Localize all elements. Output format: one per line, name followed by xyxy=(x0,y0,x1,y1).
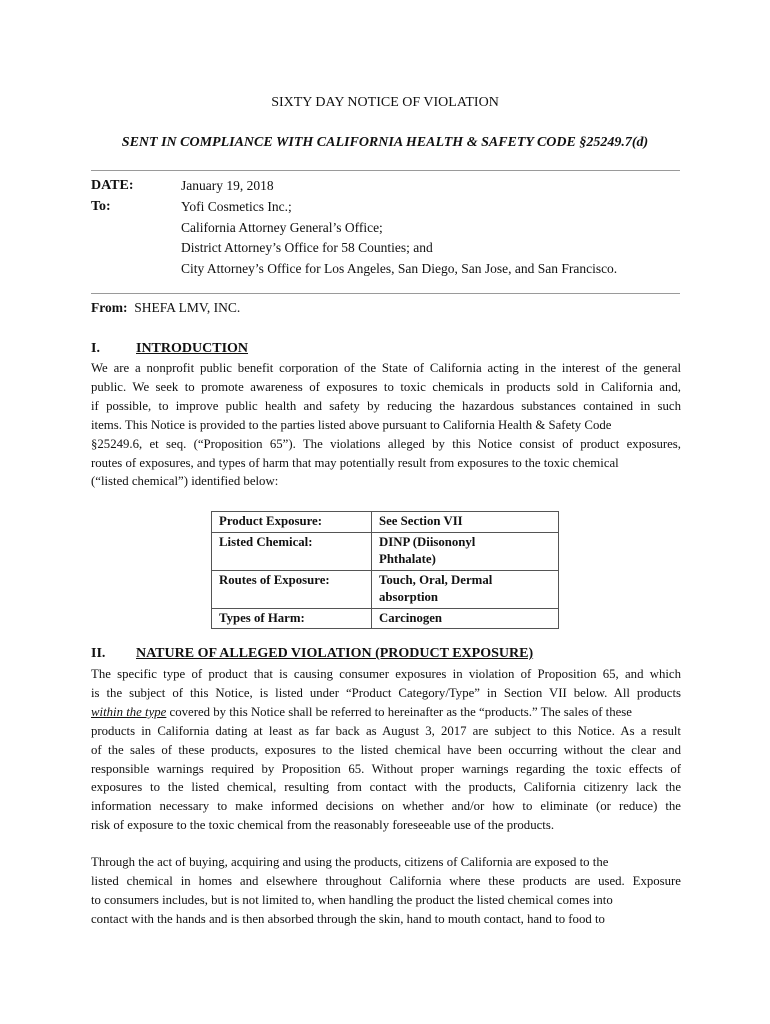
table-row xyxy=(212,570,559,608)
recipient-line: District Attorney’s Office for 58 Counties; and xyxy=(181,240,433,255)
section-number: II. xyxy=(91,646,106,661)
table-value-line: See Section VII xyxy=(379,514,463,528)
table-value-line: Touch, Oral, Dermal xyxy=(379,572,493,587)
table-row xyxy=(212,512,559,533)
notice-title: SIXTY DAY NOTICE OF VIOLATION xyxy=(271,95,499,110)
paragraph-line: listed chemical in homes and elsewhere throughout California where these products are used. Exposure xyxy=(91,873,681,888)
date-label: DATE: xyxy=(91,178,134,193)
section-title: INTRODUCTION xyxy=(136,341,249,356)
violation-summary-table xyxy=(211,511,559,629)
paragraph-line: exposures to the listed chemical, resulting from contact with the products, California citizenry lack the xyxy=(91,780,681,795)
header-divider-top xyxy=(91,170,680,171)
paragraph-line: items. This Notice is provided to the parties listed above pursuant to California Health & Safety Code xyxy=(91,417,612,432)
table-value-line: DINP (Diisononyl xyxy=(379,534,476,549)
italic-phrase: within the type xyxy=(91,704,167,719)
section-heading-nature-of-violation xyxy=(91,645,533,663)
table-key: Routes of Exposure: xyxy=(212,570,372,608)
paragraph-line: contact with the hands and is then absorbed through the skin, hand to mouth contact, hand to food to xyxy=(91,911,605,926)
introduction-paragraph xyxy=(91,359,681,491)
paragraph-line: public. We seek to promote awareness of exposures to toxic chemicals in products sold in California and, xyxy=(91,379,681,394)
from-value: SHEFA LMV, INC. xyxy=(134,300,241,315)
from-label: From: xyxy=(91,300,128,315)
paragraph-line: Through the act of buying, acquiring and using the products, citizens of California are exposed to the xyxy=(91,855,609,869)
table-value xyxy=(372,512,559,533)
table-value-line: Carcinogen xyxy=(379,610,443,625)
table-row xyxy=(212,532,559,570)
recipient-line: California Attorney General’s Office; xyxy=(181,220,383,235)
section-heading-introduction xyxy=(91,340,248,358)
header-divider-bottom xyxy=(91,293,680,294)
paragraph-line: responsible warnings required by Proposition 65. Without proper warnings regarding the toxic effects of xyxy=(91,761,681,776)
table-row xyxy=(212,608,559,629)
section-number: I. xyxy=(91,341,100,356)
to-label: To: xyxy=(91,199,111,214)
violation-paragraph xyxy=(91,665,681,835)
from-line xyxy=(91,299,240,317)
paragraph-line: (“listed chemical”) identified below: xyxy=(91,474,279,489)
paragraph-line: risk of exposure to the toxic chemical from the reasonably foreseeable use of the products. xyxy=(91,818,555,833)
recipient-line: City Attorney’s Office for Los Angeles, San Diego, San Jose, and San Francisco. xyxy=(181,261,618,276)
paragraph-text: covered by this Notice shall be referred to hereinafter as the “products.” The sales of these xyxy=(166,704,632,719)
exposure-paragraph xyxy=(91,853,681,929)
paragraph-line: §25249.6, et seq. (“Proposition 65”). The violations alleged by this Notice consist of product exposures, xyxy=(91,436,681,451)
paragraph-line: is the subject of this Notice, is listed under “Product Category/Type” in Section VII below. All products xyxy=(91,685,681,700)
date-value: January 19, 2018 xyxy=(181,178,274,193)
table-value xyxy=(372,532,559,570)
paragraph-line: to consumers includes, but is not limited to, when handling the product the listed chemical comes into xyxy=(91,892,613,907)
section-title: NATURE OF ALLEGED VIOLATION (PRODUCT EXPOSURE) xyxy=(136,646,534,661)
recipient-line: Yofi Cosmetics Inc.; xyxy=(181,199,292,214)
paragraph-line: routes of exposures, and types of harm that may potentially result from exposures to the toxic chemical xyxy=(91,455,619,470)
table-value-line: absorption xyxy=(379,590,439,604)
paragraph-line: of the sales of these products, exposures to the listed chemical have been occurring without the clear and xyxy=(91,742,681,757)
paragraph-line: products in California dating at least as far back as August 3, 2017 are subject to this Notice. As a result xyxy=(91,723,681,738)
paragraph-line xyxy=(91,703,681,722)
table-value xyxy=(372,570,559,608)
paragraph-line: We are a nonprofit public benefit corporation of the State of California acting in the interest of the general xyxy=(91,361,681,375)
table-value xyxy=(372,608,559,629)
table-key: Product Exposure: xyxy=(212,512,372,533)
paragraph-line: The specific type of product that is causing consumer exposures in violation of Proposition 65, and which xyxy=(91,667,681,681)
table-key: Listed Chemical: xyxy=(212,532,372,570)
paragraph-line: if possible, to improve public health and safety by reducing the hazardous substances contained in such xyxy=(91,398,681,413)
paragraph-line: information necessary to make informed decisions on whether and/or how to eliminate (or reduce) the xyxy=(91,799,681,814)
table-value-line: Phthalate) xyxy=(379,552,436,566)
table-key: Types of Harm: xyxy=(212,608,372,629)
notice-subtitle: SENT IN COMPLIANCE WITH CALIFORNIA HEALTH & SAFETY CODE §25249.7(d) xyxy=(121,135,649,150)
